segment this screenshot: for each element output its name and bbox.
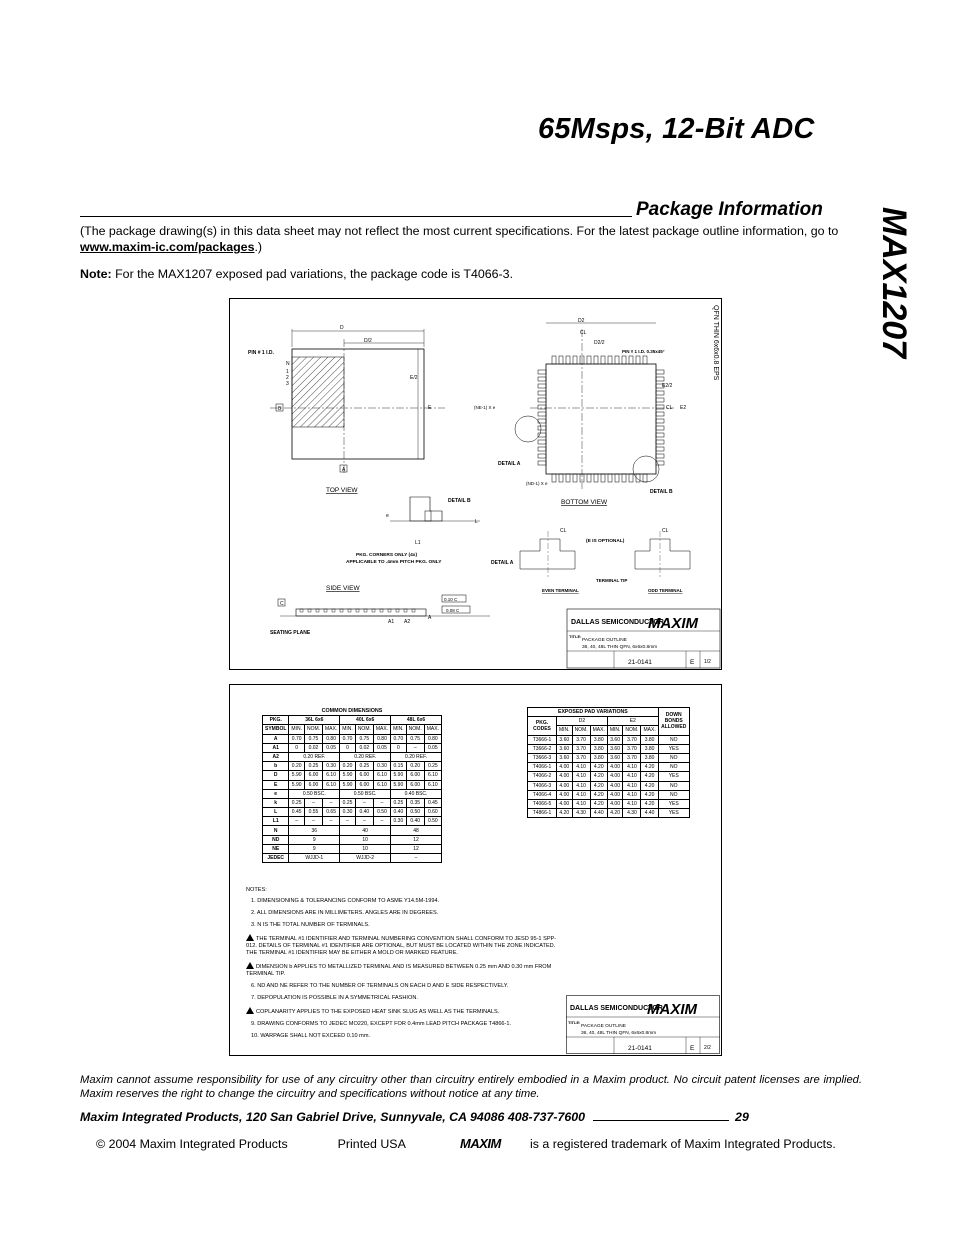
note-item: DIMENSION b APPLIES TO METALLIZED TERMINAL AND IS MEASURED BETWEEN 0.25 mm AND 0.30 mm FROM TERMINAL TIP. [246, 964, 552, 977]
table-row: b 0.20 0.25 0.30 0.20 0.25 0.30 0.15 0.20 0.25 [263, 762, 442, 771]
svg-text:(E IS OPTIONAL): (E IS OPTIONAL) [586, 539, 625, 544]
svg-text:2: 2 [286, 375, 289, 381]
page-title: 65Msps, 12-Bit ADC [538, 113, 815, 145]
title-block-sheet-2 [566, 995, 720, 1054]
note-item: 7. DEPOPULATION IS POSSIBLE IN A SYMMETRICAL FASHION. [251, 995, 418, 1001]
table-row: A 0.70 0.75 0.80 0.70 0.75 0.80 0.70 0.75 0.80 [263, 734, 442, 743]
common-dimensions-table [262, 707, 442, 863]
svg-text:PIN # 1 I.D.: PIN # 1 I.D. [248, 350, 274, 356]
svg-text:CL: CL [580, 330, 587, 336]
common-table-title: COMMON DIMENSIONS [321, 708, 383, 715]
table-row: D 5.90 6.00 6.10 5.90 6.00 6.10 5.90 6.00 6.10 [263, 771, 442, 780]
table-header-row: PKG. CODES D2 E2 [528, 717, 690, 726]
pin1-zone [292, 357, 344, 427]
svg-text:E: E [428, 405, 432, 411]
svg-text:ODD TERMINAL: ODD TERMINAL [648, 588, 683, 593]
svg-text:DETAIL A: DETAIL A [491, 560, 514, 566]
copyright-line: © 2004 Maxim Integrated Products Printed USA [96, 1137, 406, 1151]
svg-text:e: e [386, 513, 389, 519]
table-row: k 0.25 – – 0.25 – – 0.25 0.35 0.45 [263, 798, 442, 807]
note-item: COPLANARITY APPLIES TO THE EXPOSED HEAT SINK SLUG AS WELL AS THE TERMINALS. [246, 1007, 566, 1016]
warning-triangle-icon [246, 962, 254, 969]
note-item: 10. WARPAGE SHALL NOT EXCEED 0.10 mm. [251, 1033, 371, 1039]
svg-text:DETAIL B: DETAIL B [650, 489, 673, 495]
svg-text:PKG. CORNERS ONLY (4x): PKG. CORNERS ONLY (4x) [356, 553, 418, 558]
note-paragraph: Note: For the MAX1207 exposed pad variations, the package code is T4066-3. [80, 267, 514, 281]
table-row: T4866-1 4.20 4.30 4.40 4.20 4.30 4.40 YES [528, 809, 690, 818]
note-item: 2. ALL DIMENSIONS ARE IN MILLIMETERS. ANGLES ARE IN DEGREES. [251, 910, 439, 916]
svg-text:A1: A1 [388, 619, 395, 625]
svg-text:A2: A2 [404, 619, 411, 625]
table-row: L 0.45 0.55 0.65 0.30 0.40 0.50 0.40 0.50 0.60 [263, 808, 442, 817]
svg-text:E: E [690, 1045, 695, 1052]
warning-triangle-icon [246, 934, 254, 941]
table-header-row: PKG. 36L 6x6 40L 6x6 48L 6x6 [263, 716, 442, 725]
table-row: NE 9 10 12 [263, 844, 442, 853]
svg-text:(NE-1) X e: (NE-1) X e [474, 405, 496, 410]
svg-text:N: N [286, 361, 290, 367]
svg-text:DETAIL B: DETAIL B [448, 498, 471, 504]
table-header-row: SYMBOL MIN. NOM. MAX. MIN. NOM. MAX. MIN. NOM. MAX. [263, 725, 442, 734]
table-row: T3666-3 3.60 3.70 3.80 3.60 3.70 3.80 NO [528, 753, 690, 762]
svg-text:0.08 C: 0.08 C [446, 608, 460, 613]
note-item: 6. ND AND NE REFER TO THE NUMBER OF TERMINALS ON EACH D AND E SIDE RESPECTIVELY. [251, 983, 509, 989]
file-label: QFN THIN 6x6x0.8 EPS [712, 305, 719, 381]
svg-text:A: A [342, 467, 346, 473]
svg-text:D: D [340, 325, 344, 331]
table-row: T4066-4 4.00 4.10 4.20 4.00 4.10 4.20 NO [528, 790, 690, 799]
svg-text:PIN # 1 I.D. 0.35x45°: PIN # 1 I.D. 0.35x45° [622, 349, 665, 354]
svg-text:1/2: 1/2 [704, 659, 711, 665]
side-view-label: SIDE VIEW [326, 585, 360, 592]
svg-text:3: 3 [286, 381, 289, 387]
disclaimer: Maxim cannot assume responsibility for use of any circuitry other than circuitry entirely embodied in a Maxim product. No circuit patent licenses are implied. Maxim reserves the right to change the circuitry and specifications without notice at any time. [80, 1074, 862, 1100]
svg-text:D2/2: D2/2 [594, 340, 605, 346]
section-heading: Package Information [636, 199, 823, 220]
svg-text:D/2: D/2 [364, 338, 372, 344]
table-row: T4066-3 4.00 4.10 4.20 4.00 4.10 4.20 NO [528, 781, 690, 790]
svg-text:DALLAS SEMICONDUCTOR: DALLAS SEMICONDUCTOR [571, 619, 664, 626]
svg-text:0.10 C: 0.10 C [444, 597, 458, 602]
table-row: A2 0.20 REF. 0.20 REF. 0.20 REF. [263, 752, 442, 761]
svg-text:E/2: E/2 [410, 375, 418, 381]
svg-text:21-0141: 21-0141 [628, 659, 652, 666]
svg-text:PACKAGE OUTLINE: PACKAGE OUTLINE [581, 1024, 626, 1029]
svg-text:21-0141: 21-0141 [628, 1045, 652, 1052]
pad-variations-table-wrap [527, 707, 690, 818]
table-row: ND 9 10 12 [263, 835, 442, 844]
svg-text:E2: E2 [680, 405, 687, 411]
table-row: E 5.90 6.00 6.10 5.90 6.00 6.10 5.90 6.00 6.10 [263, 780, 442, 789]
svg-text:E: E [690, 659, 695, 666]
svg-text:TERMINAL TIP: TERMINAL TIP [596, 578, 628, 583]
warning-triangle-icon [246, 1007, 254, 1014]
svg-text:C: C [280, 601, 284, 607]
bottom-view-label: BOTTOM VIEW [561, 499, 608, 506]
svg-text:SEATING PLANE: SEATING PLANE [270, 630, 311, 636]
svg-text:TITLE:: TITLE: [569, 634, 582, 639]
bottom-view-pads [538, 356, 664, 482]
packages-link[interactable]: www.maxim-ic.com/packages [80, 240, 255, 254]
table-row: e 0.50 BSC. 0.50 BSC. 0.40 BSC. [263, 789, 442, 798]
table-row: JEDEC WJJD-1 WJJD-2 – [263, 854, 442, 863]
package-drawing-sheet-2 [229, 684, 722, 1056]
table-row: T4066-2 4.00 4.10 4.20 4.00 4.10 4.20 YES [528, 772, 690, 781]
exposed-pad-table [527, 707, 690, 818]
svg-text:DETAIL A: DETAIL A [498, 461, 521, 467]
svg-text:L1: L1 [415, 540, 421, 546]
note-item: 9. DRAWING CONFORMS TO JEDEC MO220, EXCEPT FOR 0.4mm LEAD PITCH PACKAGE T4866-1. [251, 1021, 512, 1027]
section-rule [80, 216, 632, 217]
svg-text:36, 40, 48L THIN QFN, 6x6x0.8m: 36, 40, 48L THIN QFN, 6x6x0.8mm [581, 1031, 657, 1036]
package-drawing-sheet-1 [229, 298, 722, 670]
svg-text:B: B [278, 406, 282, 412]
svg-text:APPLICABLE TO .4mm PITCH PKG.: APPLICABLE TO .4mm PITCH PKG. ONLY [346, 560, 442, 565]
common-dimensions-table-wrap [262, 707, 442, 863]
address-line: Maxim Integrated Products, 120 San Gabriel Drive, Sunnyvale, CA 94086 408-737-7600 29 [80, 1110, 749, 1124]
svg-text:(ND-1) X e: (ND-1) X e [526, 481, 548, 486]
svg-text:E2/2: E2/2 [662, 383, 673, 389]
table-row: N 36 40 48 [263, 826, 442, 835]
svg-text:A: A [428, 615, 432, 621]
table-row: L1 – – – – – – 0.30 0.40 0.50 [263, 817, 442, 826]
table-header-row: EXPOSED PAD VARIATIONS DOWN BONDS ALLOWED [528, 708, 690, 717]
table-row: T3666-1 3.60 3.70 3.80 3.60 3.70 3.80 NO [528, 735, 690, 744]
notes-block: NOTES: 1. DIMENSIONING & TOLERANCING CONFORM TO ASME Y14.5M-1994. 2. ALL DIMENSIONS ARE IN MILLIMETERS. ANGLES ARE IN DEGREES. 3. N IS THE TOTAL NUMBER OF TERMINALS. THE TERMINAL #1 IDENTIFIER AND TERMINAL NUMBERING CONVENTION SHALL CONFORM TO JESD 95-1 SPP-012. DETAILS OF TERMINAL #1 IDENTIFIER ARE OPTIONAL, BUT MUST BE LOCATED WITHIN THE ZONE INDICATED. THE TERMINAL #1 IDENTIFIER MAY BE EITHER A MOLD OR MARKED FEATURE. DIMENSION b APPLIES TO METALLIZED TERMINAL AND IS MEASURED BETWEEN 0.25 mm AND 0.30 mm FROM TERMINAL TIP. 6. ND AND NE REFER TO THE NUMBER OF TERMINALS ON EACH D AND E SIDE RESPECTIVELY. 7. DEPOPULATION IS POSSIBLE IN A SYMMETRICAL FASHION. COPLANARITY APPLIES TO THE EXPOSED HEAT SINK SLUG AS WELL AS THE TERMINALS. 9. DRAWING CONFORMS TO JEDEC MO220, EXCEPT FOR 0.4mm LEAD PITCH PACKAGE T4866-1. 10. WARPAGE SHALL NOT EXCEED 0.10 mm. [246, 887, 566, 1045]
svg-text:DALLAS SEMICONDUCTOR: DALLAS SEMICONDUCTOR [570, 1005, 663, 1012]
note-item: 1. DIMENSIONING & TOLERANCING CONFORM TO ASME Y14.5M-1994. [251, 898, 440, 904]
svg-text:1: 1 [286, 369, 289, 375]
svg-text:MAXIM: MAXIM [648, 615, 698, 632]
table-row: T4066-1 4.00 4.10 4.20 4.00 4.10 4.20 NO [528, 763, 690, 772]
page-number: 29 [735, 1110, 749, 1124]
table-row: T3666-2 3.60 3.70 3.80 3.60 3.70 3.80 YES [528, 744, 690, 753]
table-row: A1 0 0.02 0.05 0 0.02 0.05 0 – 0.05 [263, 743, 442, 752]
top-view-label: TOP VIEW [326, 487, 358, 494]
table-header-row [263, 707, 442, 716]
svg-text:EVEN TERMINAL: EVEN TERMINAL [542, 588, 579, 593]
table-header-row: MIN. NOM. MAX. MIN. NOM. MAX. [528, 726, 690, 735]
title-block-sheet-1 [567, 609, 720, 668]
svg-text:L: L [475, 519, 478, 525]
trademark-text: is a registered trademark of Maxim Integrated Products. [530, 1137, 836, 1151]
pad-table-title: EXPOSED PAD VARIATIONS [528, 708, 659, 717]
svg-text:PACKAGE OUTLINE: PACKAGE OUTLINE [582, 638, 627, 643]
table-row: T4066-5 4.00 4.10 4.20 4.00 4.10 4.20 YES [528, 799, 690, 808]
package-outline-drawing [230, 299, 721, 669]
intro-paragraph: (The package drawing(s) in this data sheet may not reflect the most current specifications. For the latest package outline information, go to www.maxim-ic.com/packages.) [80, 224, 839, 254]
svg-text:CL: CL [560, 528, 567, 534]
svg-text:CL: CL [662, 528, 669, 534]
maxim-logo: MAXIM [460, 1136, 501, 1151]
note-item: THE TERMINAL #1 IDENTIFIER AND TERMINAL NUMBERING CONVENTION SHALL CONFORM TO JESD 95-1 SPP-012. DETAILS OF TERMINAL #1 IDENTIFIER ARE OPTIONAL, BUT MUST BE LOCATED WITHIN THE ZONE INDICATED. THE TERMINAL #1 IDENTIFIER MAY BE EITHER A MOLD OR MARKED FEATURE. [246, 936, 557, 956]
note-item: 3. N IS THE TOTAL NUMBER OF TERMINALS. [251, 922, 370, 928]
side-part-number: MAX1207 [875, 206, 914, 359]
svg-text:36, 40, 48L THIN QFN, 6x6x0.8m: 36, 40, 48L THIN QFN, 6x6x0.8mm [582, 645, 658, 650]
svg-text:CL: CL [666, 405, 673, 411]
svg-text:2/2: 2/2 [704, 1045, 711, 1051]
svg-text:D2: D2 [578, 318, 585, 324]
svg-text:TITLE:: TITLE: [568, 1020, 581, 1025]
svg-text:MAXIM: MAXIM [647, 1001, 697, 1018]
